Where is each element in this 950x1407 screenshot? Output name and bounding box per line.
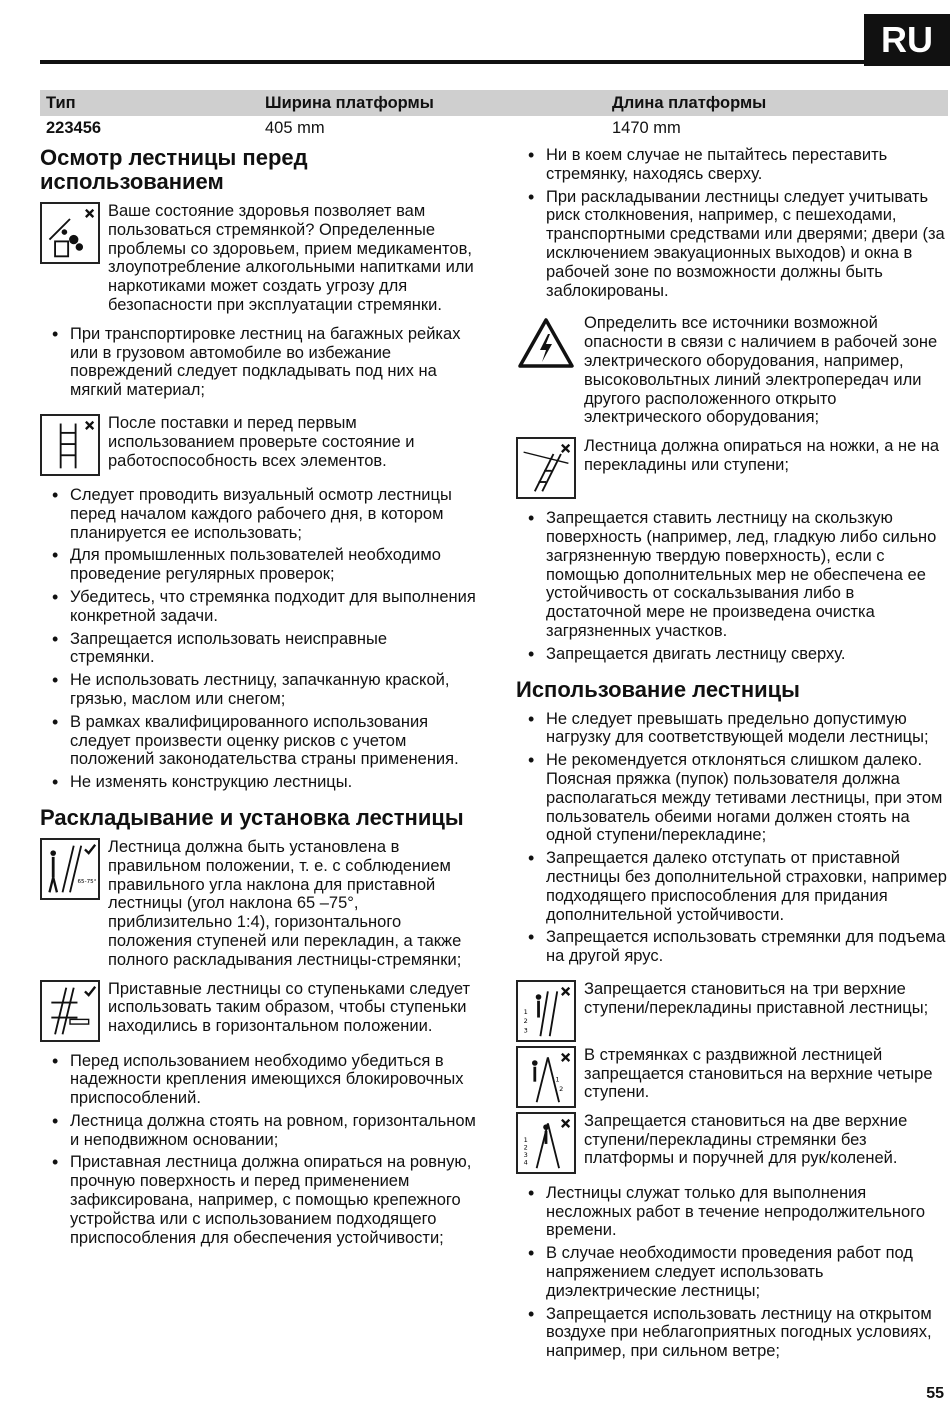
spec-table [40,90,948,140]
list-item: • Запрещается двигать лестницу сверху. [516,645,948,664]
list-item: • В случае необходимости проведения работ под напряжением следует использовать диэлектрические лестницы; [516,1244,948,1300]
ladder-on-rungs-icon [516,437,576,499]
spec-header-width: Ширина платформы [259,90,606,116]
steps-horizontal-text: Приставные лестницы со ступеньками следует использовать таким образом, чтобы ступеньки находились в горизонтальном положении. [108,979,471,1036]
list-item: • Не следует превышать предельно допустимую нагрузку для соответствующей модели лестницы; [516,710,948,748]
list-item: • Следует проводить визуальный осмотр лестницы перед началом каждого рабочего дня, в котором планируется ее использовать; [40,486,476,542]
top-three-rungs-text: Запрещается становиться на три верхние ступени/перекладины приставной лестницы; [584,979,929,1017]
top-two-steps-block [516,1112,948,1174]
list-item: • Не изменять конструкцию лестницы. [40,773,476,792]
list-item: • Для промышленных пользователей необходимо проведение регулярных проверок; [40,546,476,584]
usage-list [516,710,948,966]
spec-type: 223456 [46,118,102,137]
list-item: • Перед использованием необходимо убедиться в надежности крепления имеющихся блокировочных приспособлений. [40,1052,476,1108]
inspection-block [40,414,476,476]
section-title-setup: Раскладывание и установка лестницы [40,804,464,830]
spec-data-row [40,116,948,140]
top-two-steps-text: Запрещается становиться на две верхние ступени/перекладины стремянки без платформы и поручней для рук/коленей. [584,1111,908,1168]
svg-text:1: 1 [523,1135,528,1144]
top-three-rungs-icon [516,980,576,1042]
electric-hazard-icon [516,314,576,376]
svg-text:2: 2 [559,1084,564,1093]
ladder-inspection-icon [40,414,100,476]
list-item: • Лестницы служат только для выполнения несложных работ в течение непродолжительного времени. [516,1184,948,1240]
inspection-list [40,486,476,792]
svg-text:4: 4 [523,1158,528,1167]
svg-text:2: 2 [523,1017,528,1026]
svg-text:65-75°: 65-75° [77,878,97,885]
language-badge: RU [864,14,950,66]
list-item: • Запрещается использовать неисправные стремянки. [40,630,476,668]
inspection-text: После поставки и перед первым использованием проверьте состояние и работоспособность всех элементов. [108,413,415,470]
list-item: • Лестница должна стоять на ровном, горизонтальном и неподвижном основании; [40,1112,476,1150]
left-column [40,146,476,1261]
surface-list [516,509,948,663]
electric-hazard-block [516,314,948,427]
angle-text: Лестница должна быть установлена в правильном положении, т. е. с соблюдением правильного угла наклона для приставной лестницы (угол наклона 65 –75°, приблизительно 1:4), горизонтального положения ступеней или перекладин, а также полного раскладывания лестницы-стремянки; [108,837,462,969]
spec-header-row [40,90,948,116]
list-item: • Запрещается далеко отступать от приставной лестницы без дополнительной страховки, например подходящего приспособления для придания дополнительной устойчивости. [516,849,948,924]
svg-text:3: 3 [523,1026,528,1035]
health-warning-block [40,202,476,315]
top-three-rungs-block [516,980,948,1042]
top-four-steps-text: В стремянках с раздвижной лестницей запрещается становиться на верхние четыре ступени. [584,1045,933,1102]
usage-list-2 [516,1184,948,1361]
svg-text:2: 2 [523,1143,528,1152]
svg-text:1: 1 [523,1007,528,1016]
spec-header-type: Тип [40,90,259,116]
no-alcohol-drugs-icon [40,202,100,264]
spec-length: 1470 mm [612,118,681,137]
ladder-angle-icon [40,838,100,900]
svg-text:1: 1 [555,1075,560,1084]
positioning-list [516,146,948,300]
header-rule [40,60,950,64]
section-title-inspection: Осмотр лестницы перед использованием [40,145,308,194]
spec-width: 405 mm [265,118,325,137]
ladder-feet-block [516,437,948,499]
right-column [516,146,948,1375]
svg-text:3: 3 [523,1150,528,1159]
section-title-usage: Использование лестницы [516,676,800,702]
angle-block [40,838,476,970]
list-item: • В рамках квалифицированного использования следует произвести оценку рисков с учетом положений законодательства страны применения. [40,713,476,769]
list-item: • Приставная лестница должна опираться на ровную, прочную поверхность и перед применением зафиксирована, например, с помощью крепежного устройства или с использованием подходящего приспособления для обеспечения устойчивости; [40,1153,476,1247]
list-item: • Ни в коем случае не пытайтесь переставить стремянку, находясь сверху. [516,146,948,184]
transport-list [40,325,476,400]
spec-header-length: Длина платформы [606,90,948,116]
top-four-steps-block [516,1046,948,1108]
setup-list [40,1052,476,1248]
list-item: • Убедитесь, что стремянка подходит для выполнения конкретной задачи. [40,588,476,626]
health-warning-text: Ваше состояние здоровья позволяет вам пользоваться стремянкой? Определенные проблемы со здоровьем, прием медикаментов, злоупотребление алкогольными напитками или наркотиками может создать угрозу для безопасности при эксплуатации стремянки. [108,202,474,314]
steps-horizontal-block [40,980,476,1042]
list-item: • Запрещается использовать стремянки для подъема на другой ярус. [516,928,948,966]
list-item: • При раскладывании лестницы следует учитывать риск столкновения, например, с пешеходами, транспортными средствами или дверями; двери (за исключением эвакуационных выходов) и окна в рабочей зоне по возможности должны быть заблокированы. [516,188,948,301]
list-item: • Запрещается ставить лестницу на скользкую поверхность (например, лед, гладкую либо сильно загрязненную твердую поверхность), если с помощью дополнительных мер не обеспечена ее устойчивость от соскальзывания либо в достаточной мере не произведена очистка загрязненных участков. [516,509,948,641]
top-four-steps-icon [516,1046,576,1108]
page-number: 55 [926,1385,944,1402]
top-two-steps-icon [516,1112,576,1174]
ladder-feet-text: Лестница должна опираться на ножки, а не на перекладины или ступени; [584,437,940,474]
list-item: • Не рекомендуется отклоняться слишком далеко. Поясная пряжка (пупок) пользователя должна располагаться между тетивами лестницы, при этом пользователь обеими ногами должен стоять на одной ступени/перекладине; [516,751,948,845]
electric-hazard-text: Определить все источники возможной опасности в связи с наличием в рабочей зоне электрического оборудования, например, высоковольтных линий электропередач или другого расположенного открыто электрического оборудования; [584,314,938,427]
list-item: • Запрещается использовать лестницу на открытом воздухе при неблагоприятных погодных условиях, например, при сильном ветре; [516,1305,948,1361]
list-item: • При транспортировке лестниц на багажных рейках или в грузовом автомобиле во избежание повреждений следует подкладывать под них на мягкий материал; [40,325,476,400]
ladder-level-icon [40,980,100,1042]
list-item: • Не использовать лестницу, запачканную краской, грязью, маслом или снегом; [40,671,476,709]
